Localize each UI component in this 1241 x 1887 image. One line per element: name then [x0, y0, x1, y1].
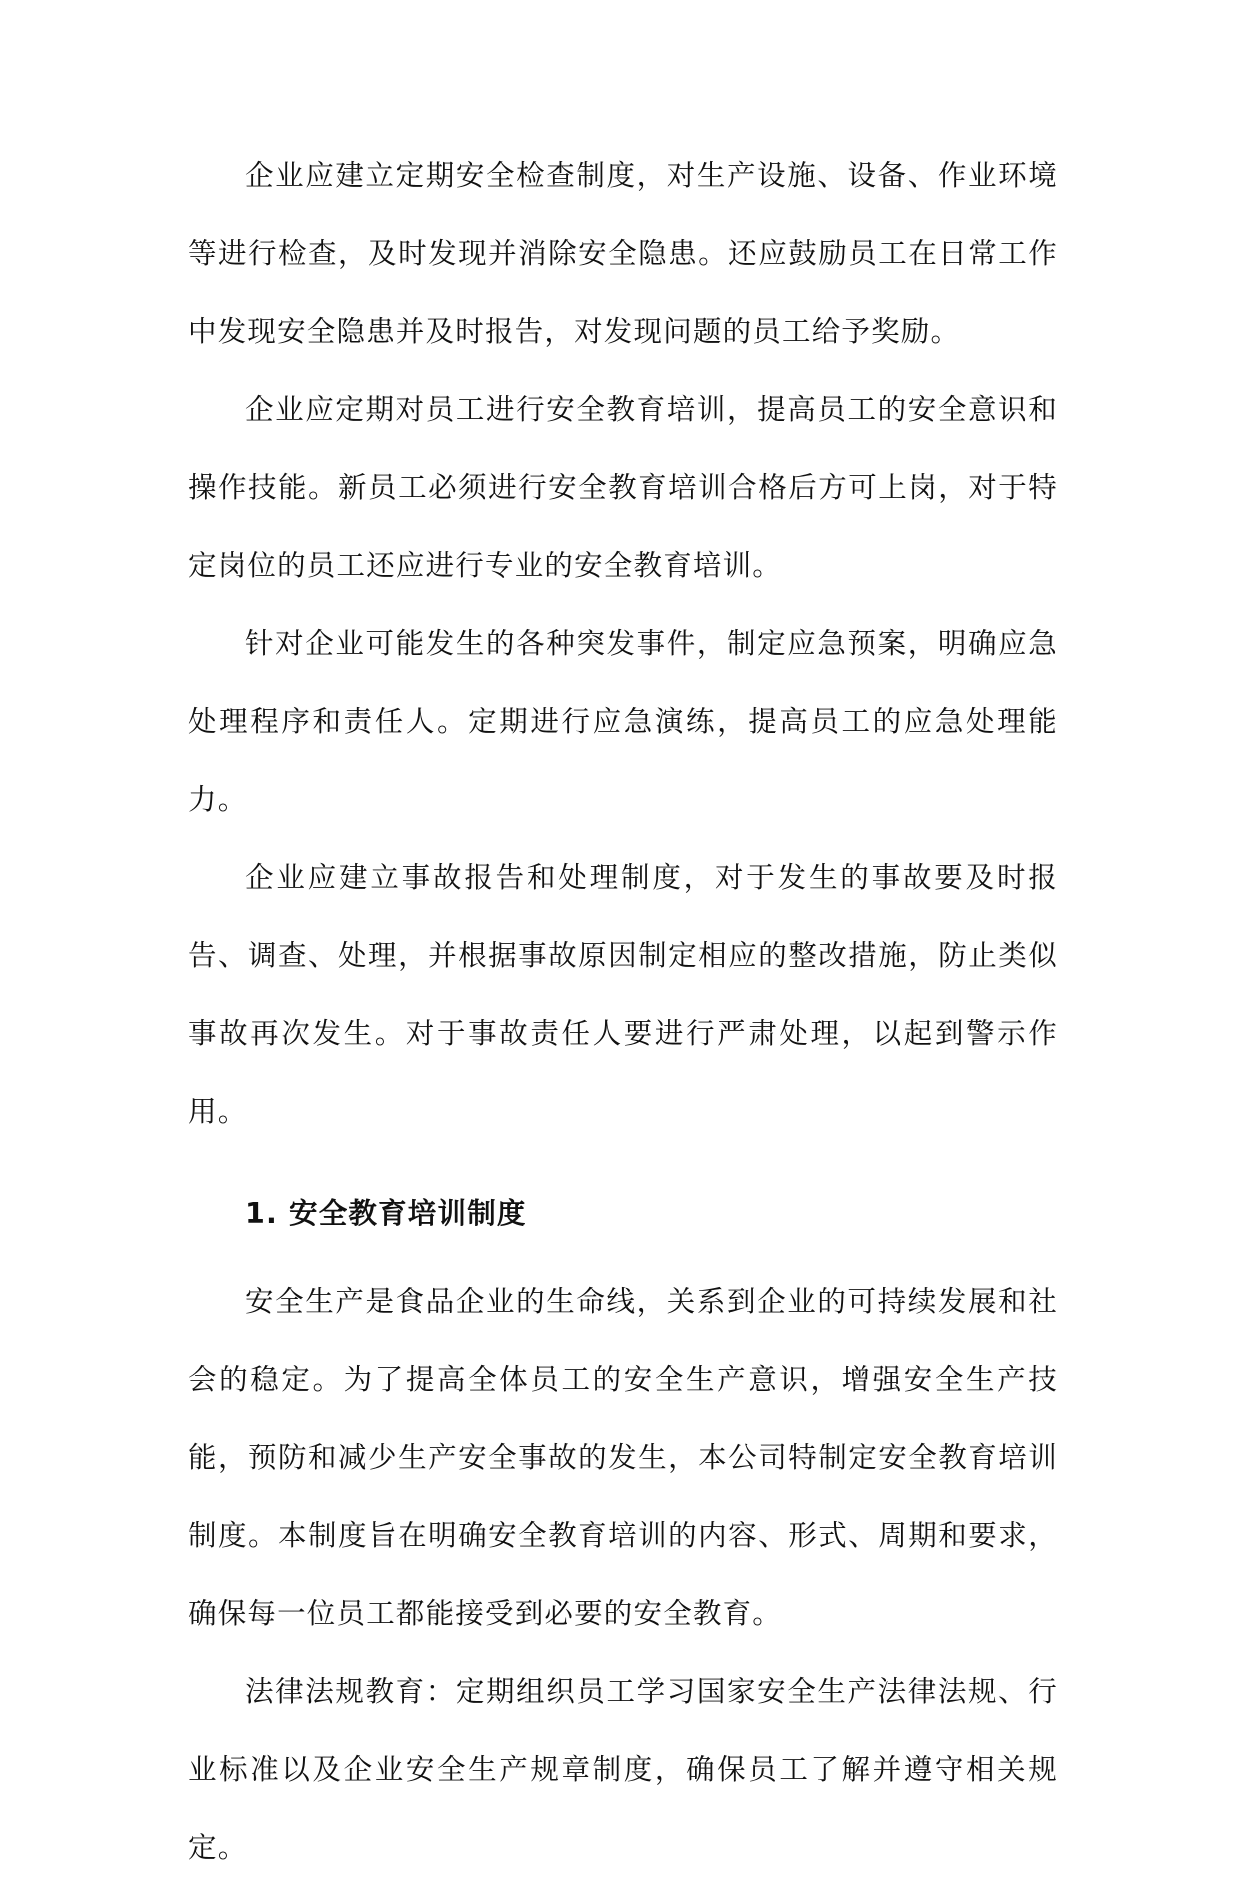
paragraph-safety-training: 企业应定期对员工进行安全教育培训，提高员工的安全意识和操作技能。新员工必须进行安全教育培训合格后方可上岗，对于特定岗位的员工还应进行专业的安全教育培训。 [188, 393, 1058, 582]
paragraph-safety-inspection: 企业应建立定期安全检查制度，对生产设施、设备、作业环境等进行检查，及时发现并消除安全隐患。还应鼓励员工在日常工作中发现安全隐患并及时报告，对发现问题的员工给予奖励。 [188, 159, 1058, 348]
paragraph-accident-reporting: 企业应建立事故报告和处理制度，对于发生的事故要及时报告、调查、处理，并根据事故原因制定相应的整改措施，防止类似事故再次发生。对于事故责任人要进行严肃处理，以起到警示作用。 [188, 861, 1058, 1128]
paragraph-law-education: 法律法规教育：定期组织员工学习国家安全生产法律法规、行业标准以及企业安全生产规章制度，确保员工了解并遵守相关规定。 [188, 1675, 1058, 1864]
section-number: 1. [245, 1197, 279, 1230]
paragraph-training-intro: 安全生产是食品企业的生命线，关系到企业的可持续发展和社会的稳定。为了提高全体员工的安全生产意识，增强安全生产技能，预防和减少生产安全事故的发生，本公司特制定安全教育培训制度。本制度旨在明确安全教育培训的内容、形式、周期和要求，确保每一位员工都能接受到必要的安全教育。 [188, 1285, 1058, 1630]
paragraph-emergency-plan: 针对企业可能发生的各种突发事件，制定应急预案，明确应急处理程序和责任人。定期进行应急演练，提高员工的应急处理能力。 [188, 627, 1058, 816]
section-title: 安全教育培训制度 [289, 1197, 527, 1230]
section-heading [188, 1175, 1058, 1253]
page-content [188, 137, 1058, 1887]
